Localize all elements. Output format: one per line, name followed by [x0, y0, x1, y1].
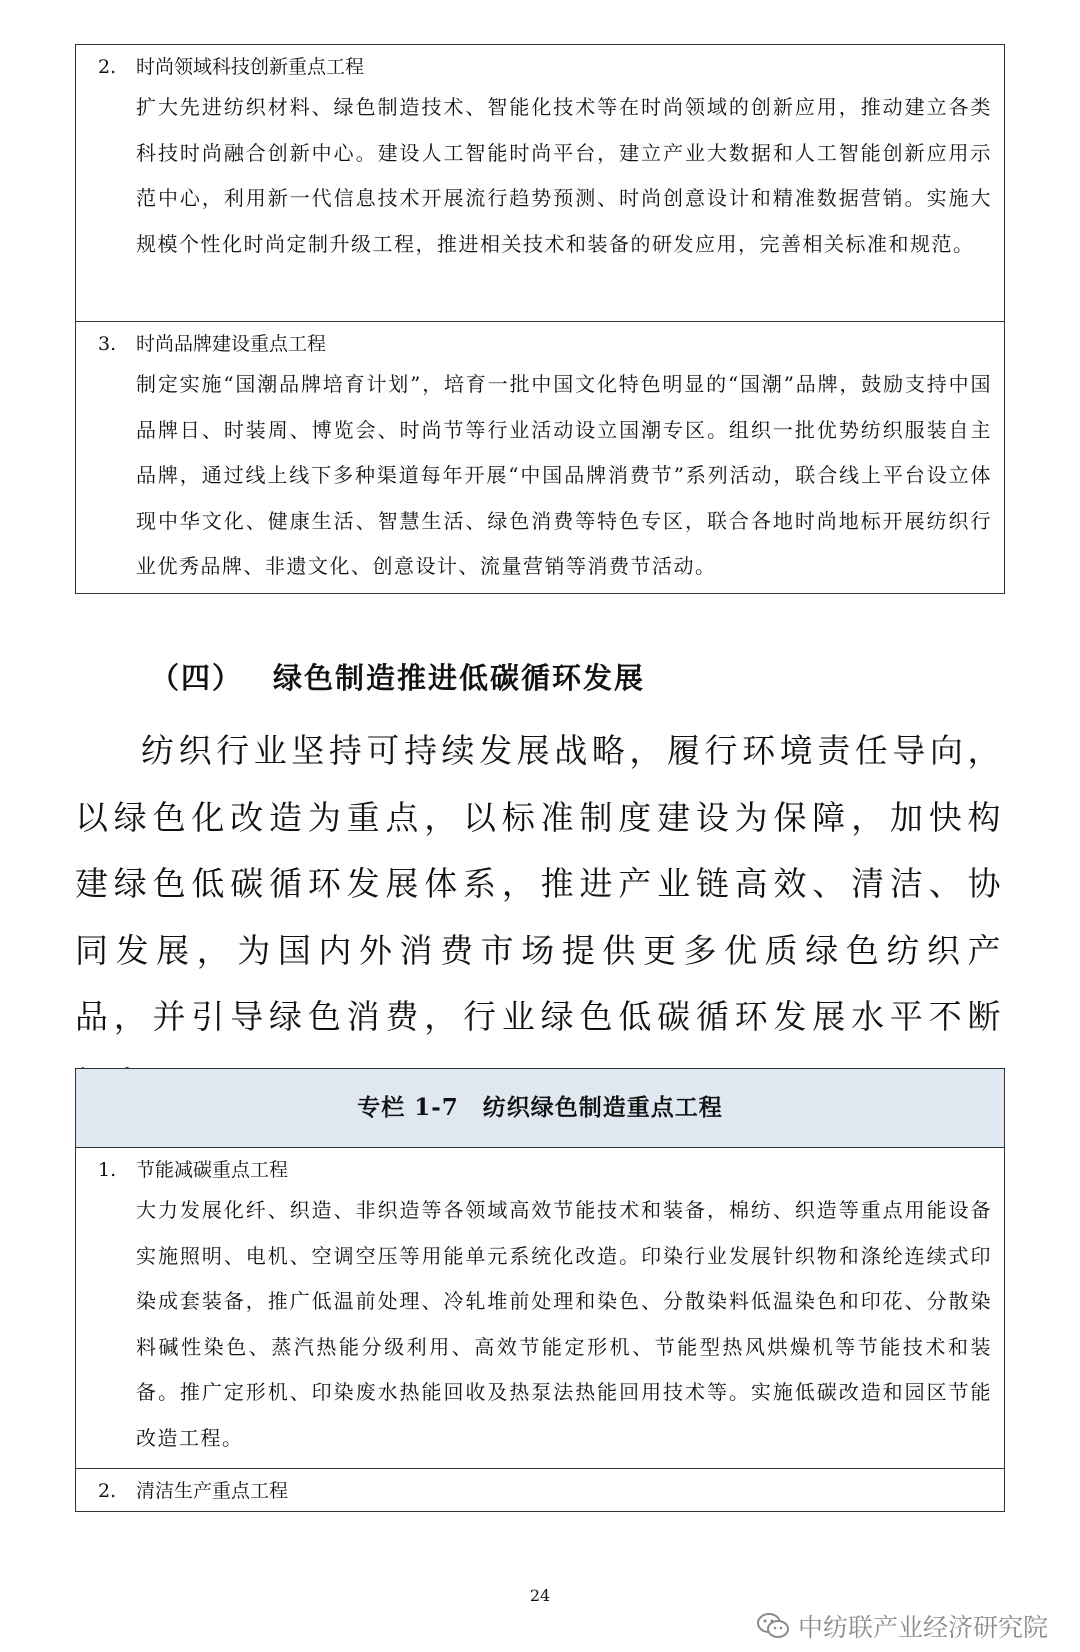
section-heading	[150, 656, 645, 697]
project-item-number: 3.	[98, 333, 117, 355]
column-box-top	[75, 44, 1005, 594]
column-header: 专栏 1-7 纺织绿色制造重点工程	[76, 1069, 1004, 1147]
project-item-title	[88, 1148, 992, 1192]
project-item	[76, 1147, 1004, 1468]
project-item-number: 2.	[98, 1480, 117, 1502]
section-number: （四）	[150, 661, 244, 695]
section-title: 绿色制造推进低碳循环发展	[273, 661, 646, 695]
project-item-title	[88, 45, 992, 89]
project-item-body: 制定实施“国潮品牌培育计划”，培育一批中国文化特色明显的“国潮”品牌，鼓励支持中国品牌日、时装周、博览会、时尚节等行业活动设立国潮专区。组织一批优势纺织服装自主品牌，通过线上线下多种渠道每年开展“中国品牌消费节”系列活动，联合线上平台设立体现中华文化、健康生活、智慧生活、绿色消费等特色专区，联合各地时尚地标开展纺织行业优秀品牌、非遗文化、创意设计、流量营销等消费节活动。	[136, 372, 992, 578]
body-paragraph: 纺织行业坚持可持续发展战略，履行环境责任导向，以绿色化改造为重点，以标准制度建设为保障，加快构建绿色低碳循环发展体系，推进产业链高效、清洁、协同发展，为国内外消费市场提供更多优质绿色纺织产品，并引导绿色消费，行业绿色低碳循环发展水平不断	[75, 731, 1005, 1036]
column-box-bottom	[75, 1068, 1005, 1512]
project-item-heading: 时尚品牌建设重点工程	[136, 333, 327, 355]
wechat-icon	[756, 1611, 790, 1641]
page-number: 24	[529, 1586, 551, 1605]
project-item	[76, 321, 1004, 596]
project-item	[76, 1468, 1004, 1513]
watermark	[756, 1608, 1048, 1644]
project-item-number: 1.	[98, 1159, 117, 1181]
project-item-body: 大力发展化纤、织造、非织造等各领域高效节能技术和装备，棉纺、织造等重点用能设备实施照明、电机、空调空压等用能单元系统化改造。印染行业发展针织物和涤纶连续式印染成套装备，推广低温前处理、冷轧堆前处理和染色、分散染料低温染色和印花、分散染料碱性染色、蒸汽热能分级利用、高效节能定形机、节能型热风烘燥机等节能技术和装备。推广定形机、印染废水热能回收及热泵法热能回用技术等。实施低碳改造和园区节能改造工程。	[136, 1198, 992, 1450]
project-item-title	[88, 322, 992, 366]
project-item-heading: 节能减碳重点工程	[136, 1159, 289, 1181]
project-item-title	[88, 1469, 992, 1513]
project-item	[76, 45, 1004, 321]
project-item-heading: 时尚领域科技创新重点工程	[136, 56, 365, 78]
watermark-text: 中纺联产业经济研究院	[797, 1613, 1048, 1642]
project-item-body: 扩大先进纺织材料、绿色制造技术、智能化技术等在时尚领域的创新应用，推动建立各类科技时尚融合创新中心。建设人工智能时尚平台，建立产业大数据和人工智能创新应用示范中心，利用新一代信息技术开展流行趋势预测、时尚创意设计和精准数据营销。实施大规模个性化时尚定制升级工程，推进相关技术和装备的研发应用，完善相关标准和规范。	[136, 95, 992, 256]
project-item-heading: 清洁生产重点工程	[136, 1480, 289, 1502]
project-item-number: 2.	[98, 56, 117, 78]
